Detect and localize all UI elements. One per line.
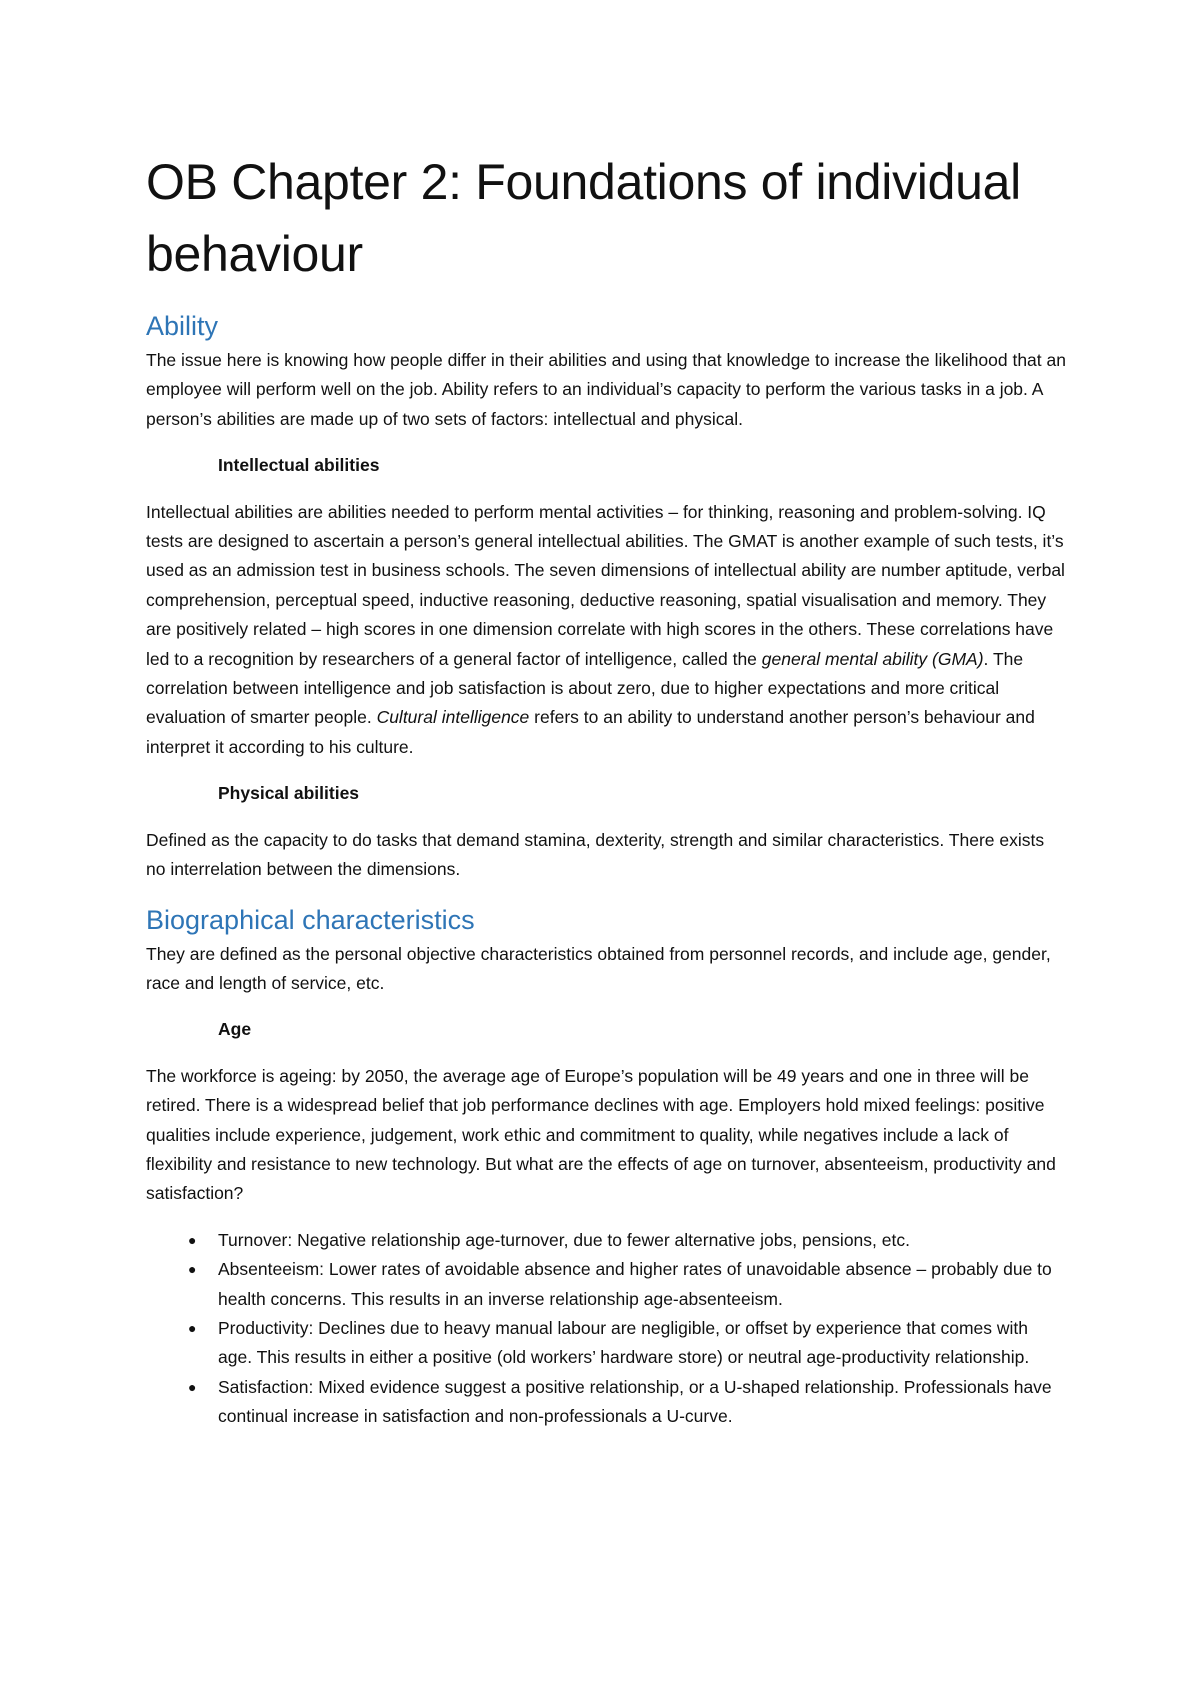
list-item (146, 1314, 1066, 1373)
age-effects-list (146, 1226, 1066, 1432)
list-item-text: Productivity: Declines due to heavy manual labour are negligible, or offset by experience that comes with age. This results in either a positive (old workers’ hardware store) or neutral age-productivity relationship. (218, 1317, 1030, 1368)
list-item (146, 1255, 1066, 1314)
bullet-icon: ● (188, 1231, 197, 1248)
list-item-text: Turnover: Negative relationship age-turnover, due to fewer alternative jobs, pensions, etc. (218, 1229, 910, 1250)
list-item (146, 1373, 1066, 1432)
biographical-intro-paragraph: They are defined as the personal objective characteristics obtained from personnel records, and include age, gender, race and length of service, etc. (146, 943, 1051, 993)
ability-intro-paragraph: The issue here is knowing how people differ in their abilities and using that knowledge to increase the likelihood that an employee will perform well on the job. Ability refers to an individual’s capacity to perform the various tasks in a job. A person’s abilities are made up of two sets of factors: intellectual and physical. (146, 350, 1066, 429)
gma-term: general mental ability (GMA) (761, 648, 984, 669)
subheading-age: Age (218, 1019, 252, 1040)
intellectual-text-part-3: refers to an ability to understand another person’s behaviour and interpret it according to his culture. (146, 707, 1035, 757)
intellectual-text-part-1: Intellectual abilities are abilities needed to perform mental activities – for thinking, reasoning and problem-solving. IQ tests are designed to ascertain a person’s general intellectual abilities. The GMAT is another example of such tests, it’s used as an admission test in business schools. The seven dimensions of intellectual ability are number aptitude, verbal comprehension, perceptual speed, inductive reasoning, deductive reasoning, spatial visualisation and memory. They are positively related – high scores in one dimension correlate with high scores in the others. These correlations have led to a recognition by researchers of a general factor of intelligence, called the (146, 501, 1065, 669)
bullet-icon: ● (188, 1319, 197, 1336)
list-item-text: Satisfaction: Mixed evidence suggest a positive relationship, or a U-shaped relationship. Professionals have continual increase in satisfaction and non-professionals a U-curve. (218, 1376, 1052, 1427)
bullet-icon: ● (188, 1261, 197, 1278)
section-heading-ability: Ability (146, 311, 219, 341)
cultural-intelligence-term: Cultural intelligence (376, 707, 530, 728)
section-heading-biographical: Biographical characteristics (146, 904, 475, 935)
intellectual-text-part-2: . The correlation between intelligence and job satisfaction is about zero, due to higher expectations and more critical evaluation of smarter people. (146, 648, 1024, 728)
bullet-icon: ● (188, 1378, 197, 1395)
subheading-physical-abilities: Physical abilities (218, 783, 360, 804)
physical-abilities-paragraph: Defined as the capacity to do tasks that demand stamina, dexterity, strength and similar characteristics. There exists no interrelation between the dimensions. (146, 829, 1045, 880)
subheading-intellectual-abilities: Intellectual abilities (218, 455, 380, 476)
document-page (146, 146, 1066, 1432)
intellectual-abilities-paragraph (146, 498, 1066, 763)
list-item-text: Absenteeism: Lower rates of avoidable absence and higher rates of unavoidable absence – probably due to health concerns. This results in an inverse relationship age-absenteeism. (218, 1259, 1052, 1309)
age-paragraph: The workforce is ageing: by 2050, the average age of Europe’s population will be 49 years and one in three will be retired. There is a widespread belief that job performance declines with age. Employers hold mixed feelings: positive qualities include experience, judgement, work ethic and commitment to quality, while negatives include a lack of flexibility and resistance to new technology. But what are the effects of age on turnover, absenteeism, productivity and satisfaction? (146, 1065, 1056, 1204)
list-item (146, 1226, 1066, 1255)
page-title: OB Chapter 2: Foundations of individual behaviour (146, 154, 1021, 282)
